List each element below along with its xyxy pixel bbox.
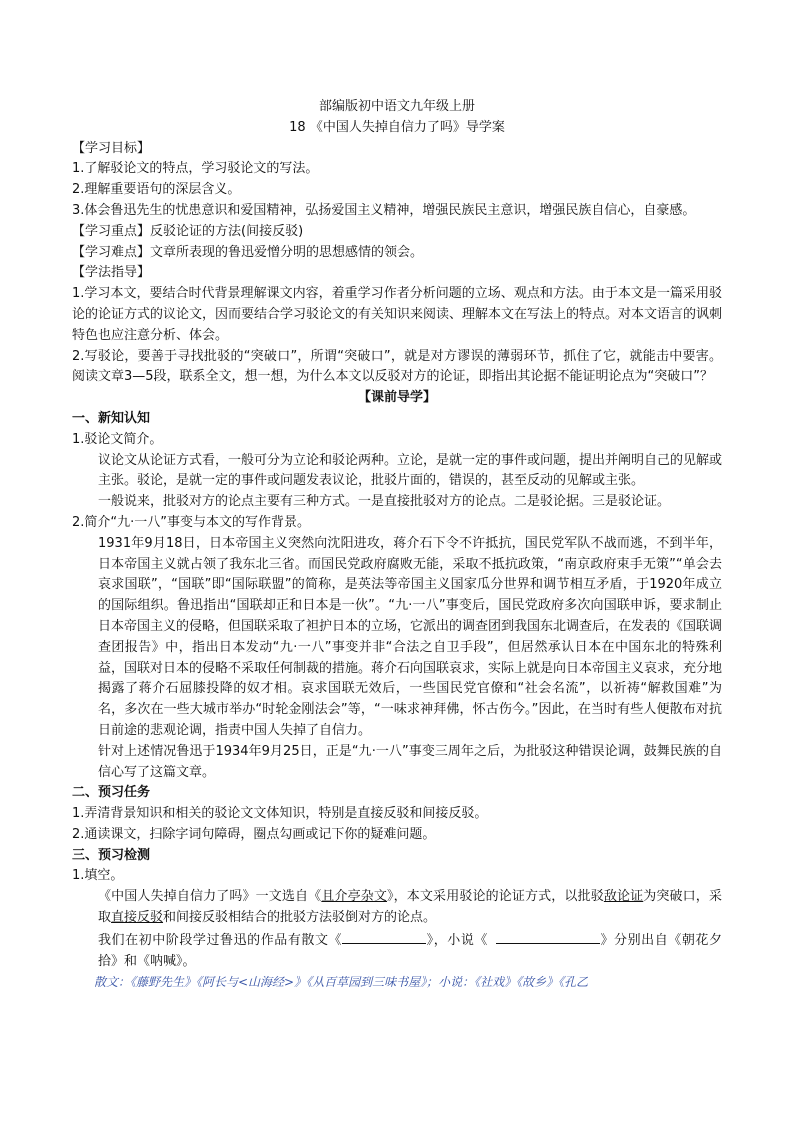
section-item: 2.通读课文，扫除字词句障碍，圈点勾画或记下你的疑难问题。: [72, 826, 436, 842]
fill-text: 》，小说《: [426, 932, 488, 948]
paragraph: 1931年9月18日，日本帝国主义突然向沈阳进攻，蒋介石下令不许抵抗，国民党军队不战而逃，不到半年，日本帝国主义就占领了我东北三省。而国民党政府腐败无能，采取不抵抗政策，“南京政府束手无策”“单会去哀求国联”，“国联”即“国际联盟”的简称，是英法等帝国主义国家瓜分世界和调节相互矛盾，于1920年成立的国际组织。鲁迅指出“国联却正和日本是一伙”。“九·一八”事变后，国民党政府多次向国联申诉，要求制止日本帝国主义的侵略，但国联采取了袒护日本的立场，它派出的调查团到我国东北调查后，在发表的《国联调查团报告》中，指出日本发动“九·一八”事变并非“合法之自卫手段”，但居然承认日本在中国东北的特殊利益，国联对日本的侵略不采取任何制裁的措施。蒋介石向国联哀求，实际上就是向日本帝国主义哀求，充分地揭露了蒋介石屈膝投降的奴才相。哀求国联无效后，一些国民党官僚和“社会名流”，以祈祷“解救国难”为名，多次在一些大城市举办“时轮金刚法会”等，“一味求神拜佛，怀古伤今。”因此，在当时有些人便散布对抗日前途的悲观论调，指责中国人失掉了自信力。: [98, 535, 723, 738]
document-title: 部编版初中语文九年级上册: [318, 99, 475, 114]
key-difficulty-text: 文章所表现的鲁迅爱憎分明的思想感情的领会。: [150, 244, 424, 260]
answer-blank[interactable]: [496, 929, 600, 944]
document-page: [72, 97, 722, 993]
section-item: 1.填空。: [72, 868, 124, 884]
guide-heading: 【课前导学】: [357, 390, 436, 406]
document-header: [72, 97, 722, 139]
key-difficulty-line: [72, 243, 722, 264]
method-heading: 【学法指导】: [72, 265, 151, 281]
fill-text: 》，本文采用驳论的论证方式，以批驳: [387, 889, 604, 905]
section-title: 三、预习检测: [72, 847, 151, 863]
fill-answer: 且介亭杂文: [321, 889, 388, 905]
fill-text: 我们在初中阶段学过鲁迅的作品有散文《: [98, 932, 343, 948]
fill-in-paragraph: [72, 887, 722, 929]
key-difficulty-label: 【学习难点】: [72, 244, 151, 260]
section-item: 2.简介“九·一八”事变与本文的写作背景。: [72, 514, 311, 530]
answer-blank[interactable]: [342, 929, 426, 944]
objective-item: 2.理解重要语句的深层含义。: [72, 182, 241, 198]
key-focus-text: 反驳论证的方法(间接反驳): [150, 223, 304, 239]
fill-answer: 直接反驳: [111, 910, 164, 926]
fill-in-paragraph: [72, 929, 722, 973]
objective-item: 3.体会鲁迅先生的忧患意识和爱国精神，弘扬爱国主义精神，增强民族民主意识，增强民族自信心，自豪感。: [72, 202, 696, 218]
fill-text: 为突破口，采取: [98, 889, 722, 926]
section-item: 1.驳论文简介。: [72, 431, 163, 447]
section-item: 1.弄清背景知识和相关的驳论文文体知识，特别是直接反驳和间接反驳。: [72, 806, 488, 822]
answer-line: 散文：《藤野先生》《阿长与<山海经>》《从百草园到三味书屋》；小说：《社戏》《故乡》《孔乙: [94, 975, 589, 990]
key-focus-label: 【学习重点】: [72, 223, 151, 239]
objective-item: 1.了解驳论文的特点，学习驳论文的写法。: [72, 161, 319, 177]
key-focus-line: [72, 222, 722, 243]
section-title: 二、预习任务: [72, 785, 151, 801]
lesson-title: 18 《中国人失掉自信力了吗》导学案: [289, 119, 505, 135]
method-item: 2.写驳论，要善于寻找批驳的“突破口”，所谓“突破口”，就是对方谬误的薄弱环节，抓住了它，就能击中要害。阅读文章3—5段，联系全文，想一想，为什么本文以反驳对方的论证，即指出其论据不能证明论点为“突破口”？: [72, 348, 722, 385]
paragraph: 议论文从论证方式看，一般可分为立论和驳论两种。立论，是就一定的事件或问题，提出并阐明自己的见解或主张。驳论，是就一定的事件或问题发表议论，批驳片面的，错误的，甚至反动的见解或主张。: [98, 452, 723, 489]
fill-text: 《中国人失掉自信力了吗》一文选自《: [98, 889, 322, 905]
paragraph: 一般说来，批驳对方的论点主要有三种方式。一是直接批驳对方的论点。二是驳论据。三是驳论证。: [98, 494, 671, 510]
fill-answer: 敌论证: [603, 889, 644, 905]
fill-text: 和间接反驳相结合的批驳方法驳倒对方的论点。: [163, 910, 437, 926]
fill-text: 》分别出自《朝花夕拾》和《呐喊》。: [98, 932, 722, 969]
objectives-heading: 【学习目标】: [72, 140, 151, 156]
paragraph: 针对上述情况鲁迅于1934年9月25日，正是“九·一八”事变三周年之后，为批驳这种错误论调，鼓舞民族的自信心写了这篇文章。: [98, 743, 722, 780]
section-title: 一、新知认知: [72, 410, 151, 426]
method-item: 1.学习本文，要结合时代背景理解课文内容，着重学习作者分析问题的立场、观点和方法。由于本文是一篇采用驳论的论证方式的议论文，因而要结合学习驳论文的有关知识来阅读、理解本文在写法上的特点。对本文语言的讽刺特色也应注意分析、体会。: [72, 286, 723, 343]
